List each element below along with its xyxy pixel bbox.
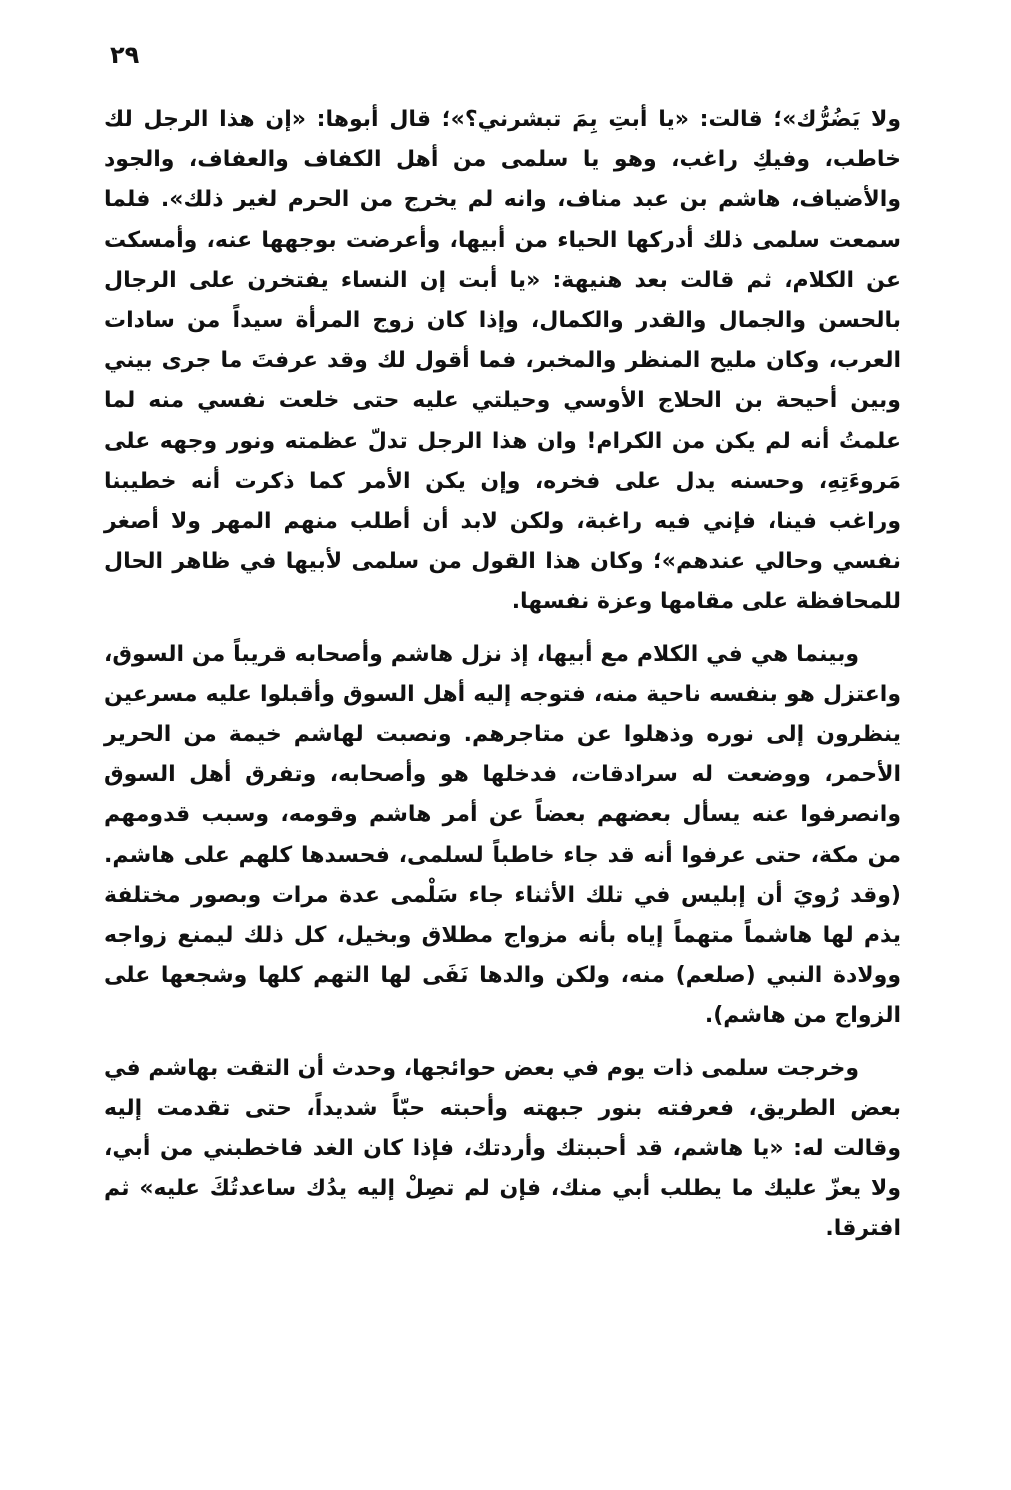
- body-text: [104, 100, 901, 1250]
- paragraph-1: ولا يَضُرُّك»؛ قالت: «يا أبتِ بِمَ تبشرني؟»؛ قال أبوها: «إن هذا الرجل لك خاطب، وفيكِ راغب، وهو يا سلمى من أهل الكفاف والعفاف، والجود والأضياف، هاشم بن عبد مناف، وانه لم يخرج من الحرم لغير ذلك». فلما سمعت سلمى ذلك أدركها الحياء من أبيها، وأعرضت بوجهها عنه، وأمسكت عن الكلام، ثم قالت بعد هنيهة: «يا أبت إن النساء يفتخرن على الرجال بالحسن والجمال والقدر والكمال، وإذا كان زوج المرأة سيداً من سادات العرب، وكان مليح المنظر والمخبر، فما أقول لك وقد عرفتَ ما جرى بيني وبين أحيحة بن الحلاج الأوسي وحيلتي عليه حتى خلعت نفسي منه لما علمتُ أنه لم يكن من الكرام! وان هذا الرجل تدلّ عظمته ونور وجهه على مَروءَتِهِ، وحسنه يدل على فخره، وإن يكن الأمر كما ذكرت أنه خطيبنا وراغب فينا، فإني فيه راغبة، ولكن لابد أن أطلب منهم المهر ولا أصغر نفسي وحالي عندهم»؛ وكان هذا القول من سلمى لأبيها في ظاهر الحال للمحافظة على مقامها وعزة نفسها.: [104, 107, 901, 615]
- paragraph-3: وخرجت سلمى ذات يوم في بعض حوائجها، وحدث أن التقت بهاشم في بعض الطريق، فعرفته بنور جبهته وأحبته حبّاً شديداً، حتى تقدمت إليه وقالت له: «يا هاشم، قد أحببتك وأردتك، فإذا كان الغد فاخطبني من أبي، ولا يعزّ عليك ما يطلب أبي منك، فإن لم تصِلْ إليه يدُك ساعدتُكَ عليه» ثم افترقا.: [104, 1055, 901, 1242]
- paragraph-2: وبينما هي في الكلام مع أبيها، إذ نزل هاشم وأصحابه قريباً من السوق، واعتزل هو بنفسه ناحية منه، فتوجه إليه أهل السوق وأقبلوا عليه مسرعين ينظرون إلى نوره وذهلوا عن متاجرهم. ونصبت لهاشم خيمة من الحرير الأحمر، ووضعت له سرادقات، فدخلها هو وأصحابه، وتفرق أهل السوق وانصرفوا عنه يسأل بعضهم بعضاً عن أمر هاشم وقومه، وسبب قدومهم من مكة، حتى عرفوا أنه قد جاء خاطباً لسلمى، فحسدها كلهم على هاشم. (وقد رُويَ أن إبليس في تلك الأثناء جاء سَلْمى عدة مرات وبصور مختلفة يذم لها هاشماً متهماً إياه بأنه مزواج مطلاق وبخيل، كل ذلك ليمنع زواجه وولادة النبي (صلعم) منه، ولكن والدها نَفَى لها التهم كلها وشجعها على الزواج من هاشم).: [104, 641, 901, 1029]
- page-number: ٢٩: [110, 41, 140, 69]
